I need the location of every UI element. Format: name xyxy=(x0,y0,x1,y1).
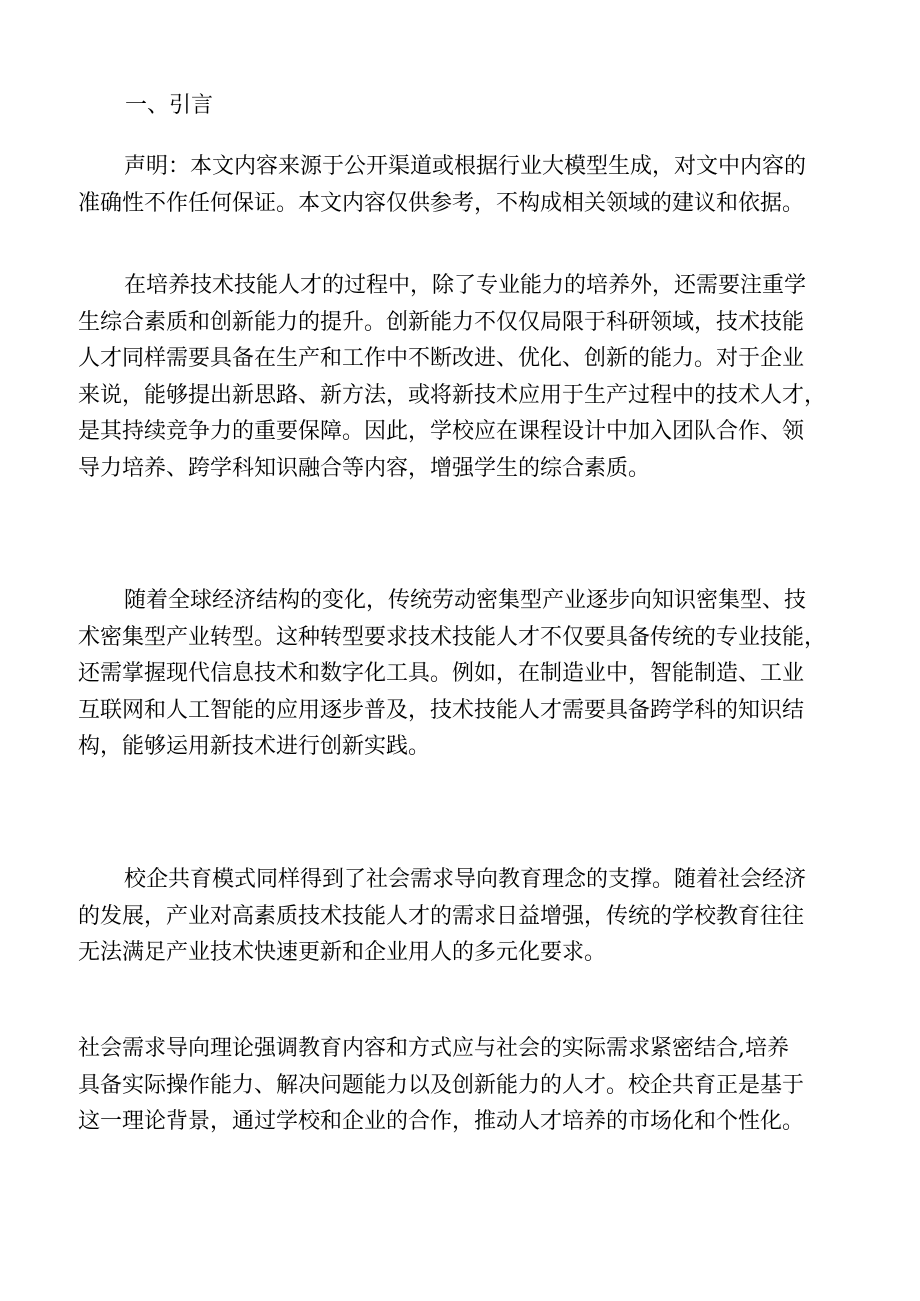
paragraph-line: 具备实际操作能力、解决问题能力以及创新能力的人才。校企共育正是基于 xyxy=(78,1072,805,1098)
paragraph-line: 构，能够运用新技术进行创新实践。 xyxy=(78,734,431,759)
paragraph-line: 人才同样需要具备在生产和工作中不断改进、优化、创新的能力。对于企业 xyxy=(78,346,805,371)
body-paragraph xyxy=(78,583,850,766)
body-paragraph xyxy=(78,1031,850,1141)
paragraph-line: 校企共育模式同样得到了社会需求导向教育理念的支撑。随着社会经济 xyxy=(124,867,807,892)
paragraph-line: 准确性不作任何保证。本文内容仅供参考，不构成相关领域的建议和依据。 xyxy=(78,190,805,216)
paragraph-line: 声明：本文内容来源于公开渠道或根据行业大模型生成，对文中内容的 xyxy=(124,154,807,179)
paragraph-line: 这一理论背景，通过学校和企业的合作，推动人才培养的市场化和个性化。 xyxy=(78,1109,805,1134)
paragraph-line: 无法满足产业技术快速更新和企业用人的多元化要求。 xyxy=(78,940,607,965)
paragraph-line: 的发展，产业对高素质技术技能人才的需求日益增强，传统的学校教育往往 xyxy=(78,903,805,929)
paragraph-line: 生综合素质和创新能力的提升。创新能力不仅仅局限于科研领域，技术技能 xyxy=(78,309,805,335)
body-paragraph xyxy=(78,862,850,972)
paragraph-line: 导力培养、跨学科知识融合等内容，增强学生的综合素质。 xyxy=(78,455,651,481)
paragraph-line: 随着全球经济结构的变化，传统劳动密集型产业逐步向知识密集型、技 xyxy=(124,588,807,613)
paragraph-line: 互联网和人工智能的应用逐步普及，技术技能人才需要具备跨学科的知识结 xyxy=(78,697,805,723)
disclaimer-paragraph xyxy=(78,149,850,222)
section-heading: 一、引言 xyxy=(125,93,214,118)
paragraph-line: 是其持续竞争力的重要保障。因此，学校应在课程设计中加入团队合作、领 xyxy=(78,419,805,444)
paragraph-line: 还需掌握现代信息技术和数字化工具。例如，在制造业中，智能制造、工业 xyxy=(78,661,805,686)
paragraph-line: 来说，能够提出新思路、新方法，或将新技术应用于生产过程中的技术人才， xyxy=(78,382,827,408)
body-paragraph xyxy=(78,268,850,487)
paragraph-line: 在培养技术技能人才的过程中，除了专业能力的培养外，还需要注重学 xyxy=(124,273,807,298)
paragraph-line: 社会需求导向理论强调教育内容和方式应与社会的实际需求紧密结合,培养 xyxy=(78,1036,789,1061)
paragraph-line: 术密集型产业转型。这种转型要求技术技能人才不仅要具备传统的专业技能， xyxy=(78,624,827,650)
